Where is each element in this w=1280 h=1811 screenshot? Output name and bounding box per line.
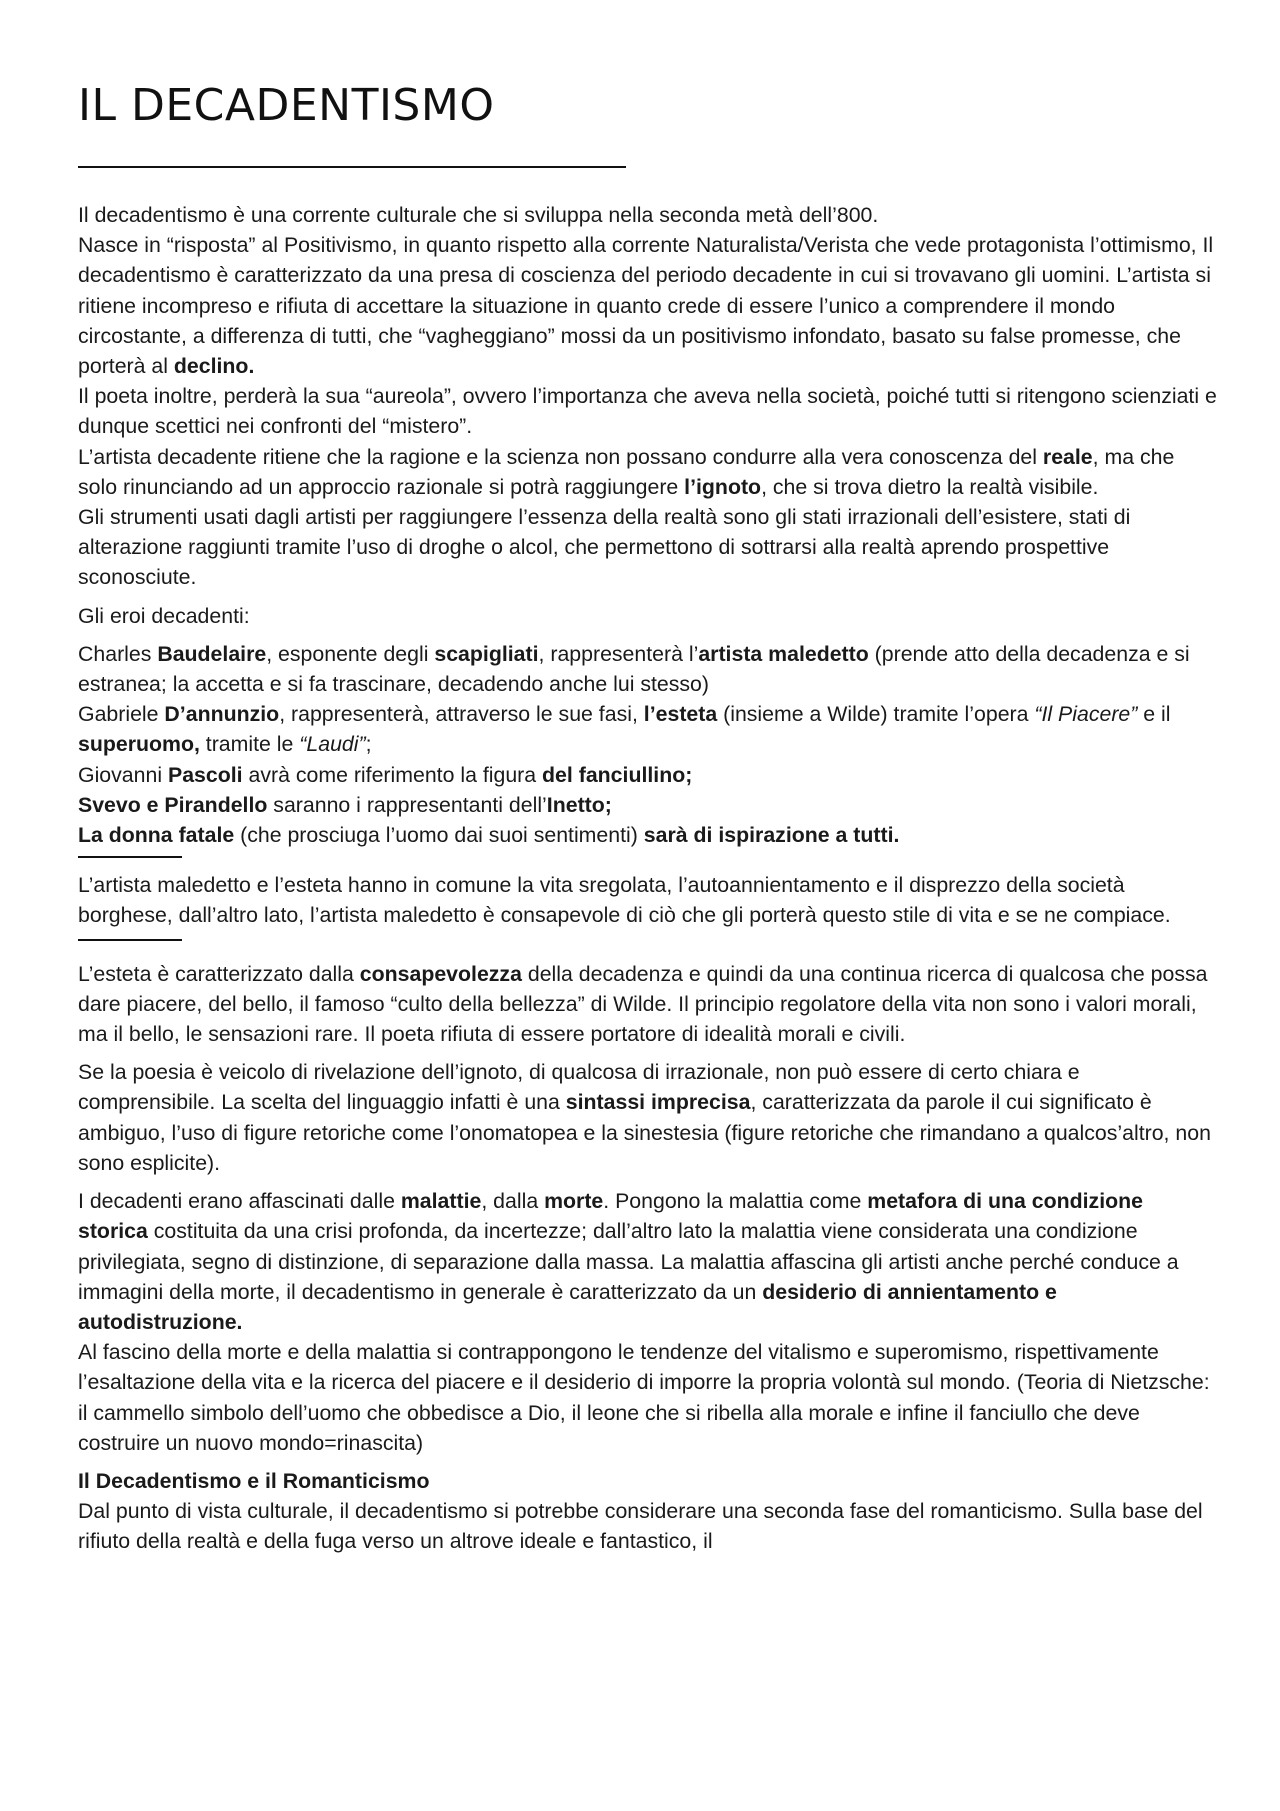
paragraph-maledetto-esteta: L’artista maledetto e l’esteta hanno in comune la vita sregolata, l’autoannientamento e il disprezzo della società borghese, dall’altro lato, l’artista maledetto è consapevole di ciò che gli porterà questo stile di vita e se ne compiace. bbox=[78, 873, 1171, 928]
hero-svevo-pirandello: Svevo e Pirandello saranno i rappresentanti dell’Inetto; bbox=[78, 792, 612, 817]
hero-dannunzio: Gabriele D’annunzio, rappresenterà, attraverso le sue fasi, l’esteta (insieme a Wilde) tramite l’opera “Il Piacere” e il superuomo, tramite le “Laudi”; bbox=[78, 702, 1171, 757]
hero-baudelaire: Charles Baudelaire, esponente degli scapigliati, rappresenterà l’artista maledetto (prende atto della decadenza e si estranea; la accetta e si fa trascinare, decadendo anche lui stesso) bbox=[78, 641, 1190, 697]
separator-rule bbox=[78, 939, 182, 941]
paragraph-ragione: L’artista decadente ritiene che la ragione e la scienza non possano condurre alla vera conoscenza del reale, ma che solo rinunciando ad un approccio razionale si potrà raggiungere l’ignoto, che si trova dietro la realtà visibile. bbox=[78, 444, 1175, 499]
hero-donna-fatale: La donna fatale (che prosciuga l’uomo dai suoi sentimenti) sarà di ispirazione a tutti. bbox=[78, 823, 900, 848]
paragraph-esteta: L’esteta è caratterizzato dalla consapevolezza della decadenza e quindi da una continua ricerca di qualcosa che possa dare piacere, del bello, il famoso “culto della bellezza” di Wilde. Il principio regolatore della vita non sono i valori morali, ma il bello, le sensazioni rare. Il poeta rifiuta di essere portatore di idealità morali e civili. bbox=[78, 961, 1208, 1047]
paragraph-aureola: Il poeta inoltre, perderà la sua “aureola”, ovvero l’importanza che aveva nella società, poiché tutti si ritengono scienziati e dunque scettici nei confronti del “mistero”. bbox=[78, 384, 1217, 439]
paragraph-intro: Il decadentismo è una corrente culturale che si sviluppa nella seconda metà dell’800. Nasce in “risposta” al Positivismo, in quanto rispetto alla corrente Naturalista/Verista che vede protagonista l’ottimismo, Il decadentismo è caratterizzato da una presa di coscienza del periodo decadente in cui si trovavano gli uomini. L’artista si ritiene incompreso e rifiuta di accettare la situazione in quanto crede di essere l’unico a comprendere il mondo circostante, a differenza di tutti, che “vagheggiano” mossi da un positivismo infondato, basato su false promesse, che porterà al declino. bbox=[78, 203, 1214, 379]
paragraph-romanticismo: Dal punto di vista culturale, il decadentismo si potrebbe considerare una seconda fase del romanticismo. Sulla base del rifiuto della realtà e della fuga verso un altrove ideale e fantastico, il bbox=[78, 1499, 1203, 1554]
section-title: Il Decadentismo e il Romanticismo bbox=[78, 1468, 430, 1493]
page-title: IL DECADENTISMO bbox=[78, 80, 495, 131]
separator-rule bbox=[78, 856, 182, 858]
paragraph-strumenti: Gli strumenti usati dagli artisti per raggiungere l’essenza della realtà sono gli stati irrazionali dell’esistere, stati di alterazione raggiunti tramite l’uso di droghe o alcol, che permettono di sottrarsi alla realtà aprendo prospettive sconosciute. bbox=[78, 505, 1131, 590]
paragraph-vitalismo: Al fascino della morte e della malattia si contrappongono le tendenze del vitalismo e superomismo, rispettivamente l’esaltazione della vita e la ricerca del piacere e il desiderio di imporre la propria volontà sul mondo. (Teoria di Nietzsche: il cammello simbolo dell’uomo che obbedisce a Dio, il leone che si ribella alla morale e infine il fanciullo che deve costruire un nuovo mondo=rinascita) bbox=[78, 1340, 1210, 1455]
title-underline bbox=[78, 166, 626, 168]
paragraph-malattie: I decadenti erano affascinati dalle malattie, dalla morte. Pongono la malattia come metafora di una condizione storica costituita da una crisi profonda, da incertezze; dall’altro lato la malattia viene considerata una condizione privilegiata, segno di distinzione, di separazione dalla massa. La malattia affascina gli artisti anche perché conduce a immagini della morte, il decadentismo in generale è caratterizzato da un desiderio di annientamento e autodistruzione. bbox=[78, 1189, 1179, 1334]
paragraph-poesia: Se la poesia è veicolo di rivelazione dell’ignoto, di qualcosa di irrazionale, non può essere di certo chiara e comprensibile. La scelta del linguaggio infatti è una sintassi imprecisa, caratterizzata da parole il cui significato è ambiguo, l’uso di figure retoriche come l’onomatopea e la sinestesia (figure retoriche che rimandano a qualcos’altro, non sono esplicite). bbox=[78, 1060, 1211, 1175]
heroes-intro: Gli eroi decadenti: bbox=[78, 603, 250, 628]
document-body bbox=[78, 200, 1218, 1557]
hero-pascoli: Giovanni Pascoli avrà come riferimento la figura del fanciullino; bbox=[78, 762, 693, 787]
